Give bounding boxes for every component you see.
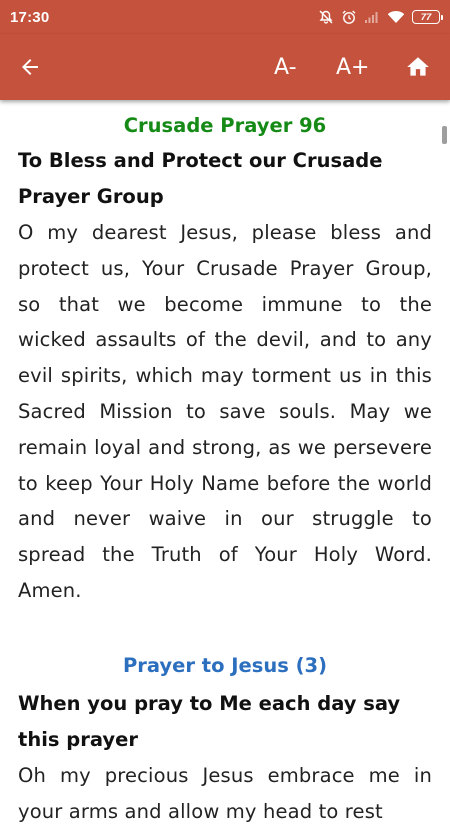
prayer-body: Oh my precious Jesus embrace me in your arms and allow my head to rest: [18, 763, 432, 823]
signal-icon: [364, 10, 380, 24]
battery-icon: [412, 10, 440, 24]
alarm-icon: [341, 9, 357, 25]
home-icon: [405, 54, 431, 80]
back-button[interactable]: [14, 51, 46, 83]
app-bar: [0, 34, 450, 100]
prayer-content: [0, 100, 450, 823]
prayer-title: Crusade Prayer 96: [123, 114, 327, 137]
prayer-body: O my dearest Jesus, please bless and protect us, Your Crusade Prayer Group, so that we become immune to the wicked assaults of the devil, and to any evil spirits, which may torment us in this Sacred Mission to save souls. May we remain loyal and strong, as we persevere to keep Your Holy Name before the world and never waive in our struggle to spread the Truth of Your Holy Word. Amen.: [18, 221, 432, 602]
font-increase-button[interactable]: A+: [336, 54, 370, 80]
home-button[interactable]: [403, 52, 433, 82]
status-icons: [318, 9, 440, 25]
font-decrease-button[interactable]: A-: [274, 54, 297, 80]
prayer-title: Prayer to Jesus (3): [122, 653, 328, 677]
status-time: 17:30: [10, 8, 50, 26]
mute-icon: [318, 9, 334, 25]
prayer-heading: To Bless and Protect our Crusade Prayer Group: [18, 149, 383, 208]
prayer-heading: When you pray to Me each day say this prayer: [18, 691, 401, 751]
arrow-left-icon: [18, 55, 42, 79]
wifi-icon: [387, 10, 405, 24]
battery-level: 77: [420, 11, 432, 23]
scrollbar-thumb[interactable]: [442, 126, 447, 144]
status-bar: [0, 0, 450, 34]
